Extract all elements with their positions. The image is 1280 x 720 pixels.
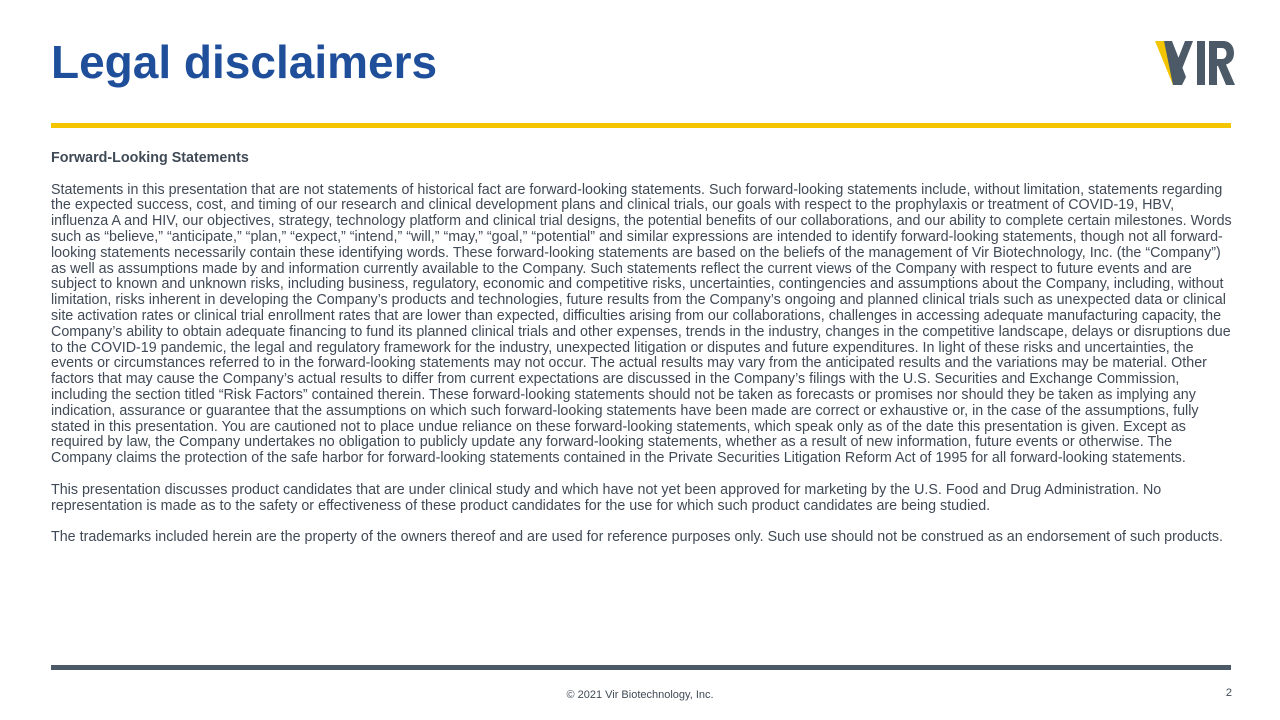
disclaimer-body	[51, 151, 1235, 562]
trademarks-paragraph: The trademarks included herein are the property of the owners thereof and are used for reference purposes only. Such use should not be construed as an endorsement of such products.	[51, 529, 1223, 546]
forward-looking-paragraph: Statements in this presentation that are not statements of historical fact are forward-looking statements. Such forward-looking statements include, without limitation, statements regarding the expected success, cost, and timing of our research and clinical development plans and clinical trials, our goals with respect to the prophylaxis or treatment of COVID-19, HBV, influenza A and HIV, our objectives, strategy, technology platform and clinical trial designs, the potential benefits of our collaborations, and our ability to complete certain milestones. Words such as “believe,” “anticipate,” “plan,” “expect,” “intend,” “will,” “may,” “goal,” “potential” and similar expressions are intended to identify forward-looking statements, though not all forward-looking statements necessarily contain these identifying words. These forward-looking statements are based on the beliefs of the management of Vir Biotechnology, Inc. (the “Company”) as well as assumptions made by and information currently available to the Company. Such statements reflect the current views of the Company with respect to future events and are subject to known and unknown risks, including business, regulatory, economic and competitive risks, uncertainties, contingencies and assumptions about the Company, including, without limitation, risks inherent in developing the Company’s products and technologies, future results from the Company’s ongoing and planned clinical trials such as unexpected data or clinical site activation rates or clinical trial enrollment rates that are lower than expected, difficulties arising from our collaborations, challenges in accessing adequate manufacturing capacity, the Company’s ability to obtain adequate financing to fund its planned clinical trials and other expenses, trends in the industry, changes in the competitive landscape, delays or disruptions due to the COVID-19 pandemic, the legal and regulatory framework for the industry, unexpected litigation or disputes and future expenditures. In light of these risks and uncertainties, the events or circumstances referred to in the forward-looking statements may not occur. The actual results may vary from the anticipated results and the variations may be material. Other factors that may cause the Company’s actual results to differ from current expectations are discussed in the Company’s filings with the U.S. Securities and Exchange Commission, including the section titled “Risk Factors” contained therein. These forward-looking statements should not be taken as forecasts or promises nor should they be taken as implying any indication, assurance or guarantee that the assumptions on which such forward-looking statements have been made are correct or exhaustive or, in the case of the assumptions, fully stated in this presentation. You are cautioned not to place undue reliance on these forward-looking statements, which speak only as of the date this presentation is given. Except as required by law, the Company undertakes no obligation to publicly update any forward-looking statements, whether as a result of new information, future events or otherwise. The Company claims the protection of the safe harbor for forward-looking statements contained in the Private Securities Litigation Reform Act of 1995 for all forward-looking statements.	[51, 181, 1232, 467]
vir-logo	[1155, 41, 1235, 85]
page-number: 2	[1225, 687, 1232, 699]
logo-v-right-arm	[1176, 41, 1193, 74]
logo-i	[1197, 41, 1205, 85]
section-heading: Forward-Looking Statements	[51, 150, 249, 166]
logo-r	[1209, 41, 1235, 85]
slide-title: Legal disclaimers	[51, 36, 438, 88]
title-accent-rule	[51, 123, 1231, 128]
product-candidates-paragraph: This presentation discusses product candidates that are under clinical study and which have not yet been approved for marketing by the U.S. Food and Drug Administration. No representation is made as to the safety or effectiveness of these product candidates for the use for which such product candidates are being studied.	[51, 481, 1162, 514]
footer-rule	[51, 665, 1231, 670]
copyright-footer: © 2021 Vir Biotechnology, Inc.	[566, 689, 714, 701]
